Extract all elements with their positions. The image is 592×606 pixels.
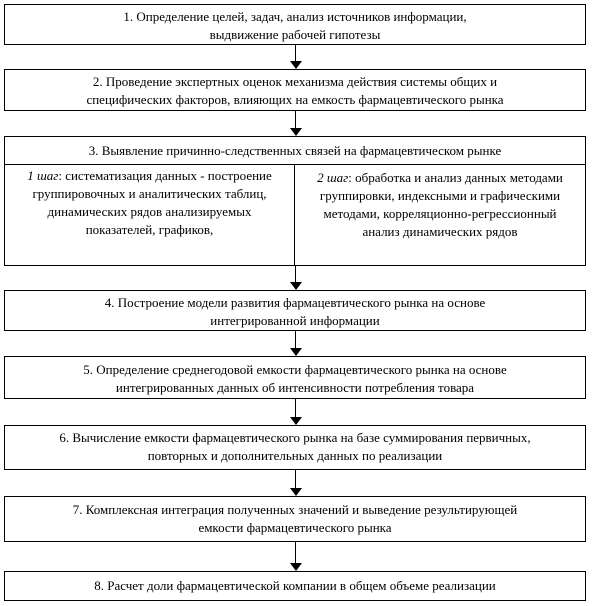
arrow-down-icon xyxy=(290,399,302,425)
step-6-line-2: повторных и дополнительных данных по реализации xyxy=(147,448,443,463)
step-1-line-1: 1. Определение целей, задач, анализ источников информации, xyxy=(123,9,467,24)
arrow-down-icon xyxy=(290,265,302,290)
step-2-line-1: 2. Проведение экспертных оценок механизма действия системы общих и xyxy=(92,74,498,89)
step-6-box xyxy=(4,425,586,470)
step-5-line-2: интегрированных данных об интенсивности потребления товара xyxy=(115,380,475,395)
arrow-down-icon xyxy=(290,111,302,136)
step-3-left-column xyxy=(5,165,295,265)
step-8-box xyxy=(4,571,586,601)
arrow-down-icon xyxy=(290,470,302,496)
step-1-box xyxy=(4,4,586,45)
step-3-left-label: 1 шаг xyxy=(27,168,59,183)
step-3-box xyxy=(4,136,586,266)
step-6-line-1: 6. Вычисление емкости фармацевтического рынка на базе суммирования первичных, xyxy=(59,430,531,445)
arrow-down-icon xyxy=(290,331,302,356)
arrow-down-icon xyxy=(290,542,302,571)
step-4-line-1: 4. Построение модели развития фармацевтического рынка на основе xyxy=(104,295,486,310)
step-3-right-text: : обработка и анализ данных методами группировки, индексными и графическими методами, корреляционно-регрессионный анализ динамических рядов xyxy=(319,170,563,239)
step-7-line-2: емкости фармацевтического рынка xyxy=(198,520,392,535)
step-5-line-1: 5. Определение среднегодовой емкости фармацевтического рынка на основе xyxy=(83,362,507,377)
step-1-line-2: выдвижение рабочей гипотезы xyxy=(209,27,381,42)
step-2-line-2: специфических факторов, влияющих на емкость фармацевтического рынка xyxy=(86,92,504,107)
step-4-box xyxy=(4,290,586,331)
step-7-line-1: 7. Комплексная интеграция полученных значений и выведение результирующей xyxy=(72,502,518,517)
step-3-title: 3. Выявление причинно-следственных связей на фармацевтическом рынке xyxy=(5,137,585,165)
step-3-right-column xyxy=(295,165,585,265)
step-3-left-text: : систематизация данных - построение группировочных и аналитических таблиц, динамических рядов анализируемых показателей, графиков, xyxy=(32,168,272,237)
step-2-box xyxy=(4,69,586,111)
step-5-box xyxy=(4,356,586,399)
arrow-down-icon xyxy=(290,45,302,69)
step-8-line-1: 8. Расчет доли фармацевтической компании в общем объеме реализации xyxy=(94,578,496,593)
step-3-right-label: 2 шаг xyxy=(317,170,349,185)
step-7-box xyxy=(4,496,586,542)
step-3-columns xyxy=(5,165,585,265)
step-4-line-2: интегрированной информации xyxy=(210,313,380,328)
